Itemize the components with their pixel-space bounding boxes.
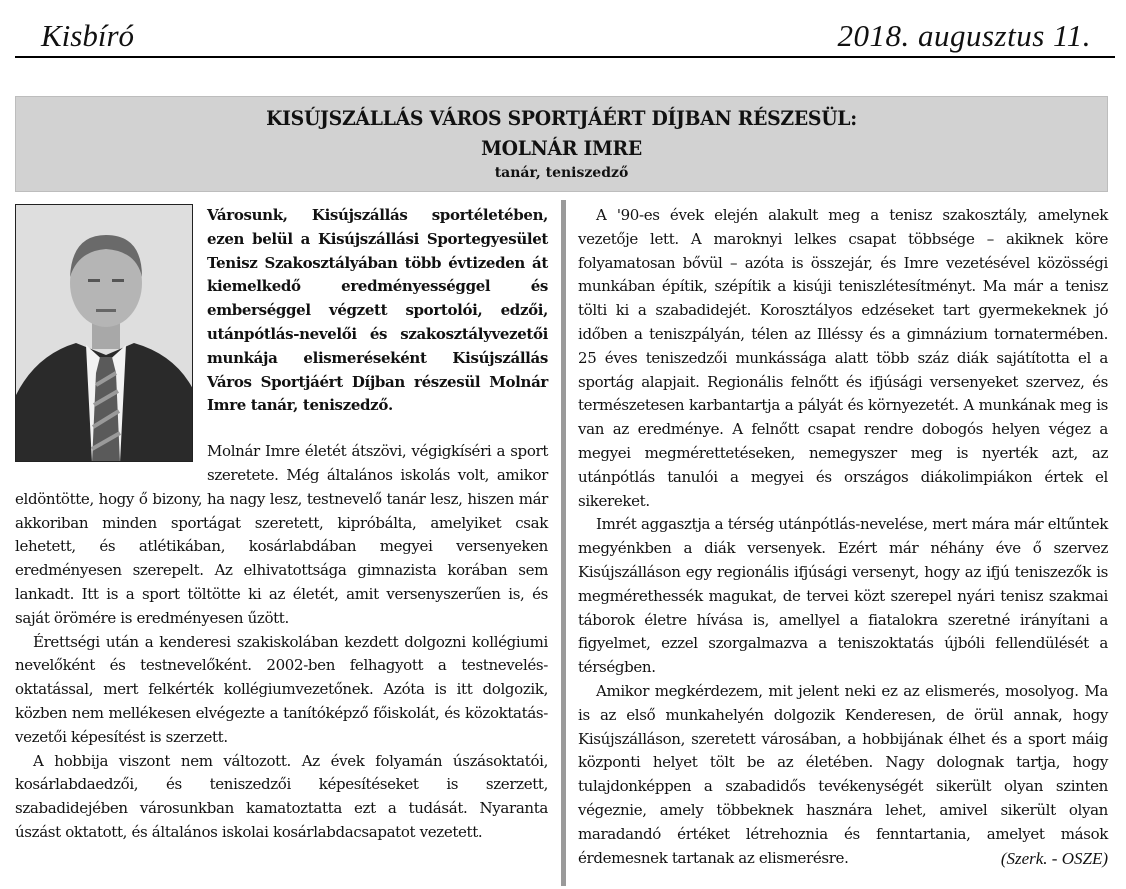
headline-line-1: KISÚJSZÁLLÁS VÁROS SPORTJÁÉRT DÍJBAN RÉSZESÜL: — [266, 106, 857, 130]
headline-line-2: MOLNÁR IMRE — [481, 136, 642, 160]
article-column-right — [578, 204, 1108, 870]
headline-box — [15, 96, 1108, 192]
masthead — [15, 14, 1115, 58]
portrait-photo — [15, 204, 193, 462]
article-paragraph: Molnár Imre életét átszövi, végigkíséri a sport szeretete. Még általános iskolás volt, amikor eldöntötte, hogy ő bizony, ha nagy lesz, testnevelő tanár lesz, hiszen már akkoriban minden sportágat szeretett, kipróbálta, amelyiket csak lehetett, és atlétikában, kosárlabdában megyei versenyeken eredményesen szerepelt. Az elhivatottsága gimnazista korában sem lankadt. Itt is a sport töltötte ki az életét, amit versenyszerűen is, és saját örömére is eredményesen űzött. — [15, 442, 548, 627]
author-signature: (Szerk. - OSZE) — [1000, 848, 1108, 868]
masthead-rule — [15, 56, 1115, 58]
headline-subtitle: tanár, teniszedző — [494, 165, 629, 181]
article-paragraph: A hobbija viszont nem változott. Az évek folyamán úszásoktatói, kosárlabdaedzői, és teniszedzői képesítéseket is szerzett, szabadidejében városunkban kamatoztatta ezt a tudását. Nyaranta úszást oktatott, és általános iskolai kosárlabdacsapatot vezetett. — [15, 751, 548, 841]
article-paragraph: Imrét aggasztja a térség utánpótlás-nevelése, mert mára már eltűntek megyénkben a diák versenyek. Ezért már néhány éve ő szervez Kisújszálláson egy regionális ifjúsági versenyt, hogy az ifjú teniszezők is megmérethessék magukat, de tervei közt szerepel nyári tenisz szakmai táborok életre hívása is, amellyel a fiatalokra szeretné irányítani a figyelmet, ezzel szorgalmazva a teniszoktatás újbóli fellendülését a térségben. — [578, 515, 1108, 677]
issue-date: 2018. augusztus 11. — [837, 18, 1091, 53]
paper-name: Kisbíró — [41, 18, 135, 53]
article-paragraph: Érettségi után a kenderesi szakiskolában kezdett dolgozni kollégiumi nevelőként és testnevelőként. 2002-ben felhagyott a testnevelés-oktatással, mert felkérték kollégiumvezetőnek. Azóta is itt dolgozik, közben nem mellékesen elvégezte a tanítóképző főiskolát, és közoktatás-vezetői képesítést is szerzett. — [15, 632, 548, 746]
article-paragraph-text: Amikor megkérdezem, mit jelent neki ez az elismerés, mosolyog. Ma is az első munkahelyén dolgozik Kenderesen, de örül annak, hogy Kisújszálláson, szeretett városában, a hobbijának élhet és a sport máig központi helyet tölt be az életében. Nagy dolognak tartja, hogy tulajdonképpen a szabadidős tevékenységét sikerült olyan szinten végeznie, amely többeknek hasznára lehet, amivel sikerült olyan maradandó értéket létrehoznia és fenntartania, amelyet mások érdemesnek tartanak az elismerésre. — [578, 681, 1108, 867]
article-paragraph: A '90-es évek elején alakult meg a tenisz szakosztály, amelynek vezetője lett. A maroknyi lelkes csapat többsége – akiknek köre folyamatosan bővül – azóta is összejár, és Imre vezetésével közösségi munkában építik, szépítik a kisúji teniszlétesítményt. Ma már a tenisz tölti ki a szabadidejét. Korosztályos edzéseket tart gyermekeknek jó időben a teniszpályán, télen az Illéssy és a gimnázium tornatermében. 25 éves teniszedzői munkássága alatt több száz diák sajátította el a sportág alapjait. Regionális felnőtt és ifjúsági versenyeket szervez, és természetesen karbantartja a pályát és környezetét. A munkának meg is van az eredménye. A felnőtt csapat rendre dobogós helyen végez a megyei megmérettetéseken, nemegyszer meg is nyerték azt, az utánpótlás tanulói a megyei és országos diákolimpiákon értek el sikereket. — [578, 206, 1108, 510]
column-divider — [561, 200, 566, 886]
article-column-left — [15, 204, 548, 845]
portrait-figure — [16, 205, 193, 462]
article-paragraph-last — [578, 680, 1108, 870]
article-lead: Városunk, Kisújszállás sportéletében, ezen belül a Kisújszállási Sportegyesület Tenisz Szakosztályában több évtizeden át kiemelkedő eredményességgel és emberséggel végzett sportolói, edzői, utánpótlás-nevelői és szakosztályvezetői munkája elismeréseként Kisújszállás Város Sportjáért Díjban részesül Molnár Imre tanár, teniszedző. — [207, 206, 548, 415]
